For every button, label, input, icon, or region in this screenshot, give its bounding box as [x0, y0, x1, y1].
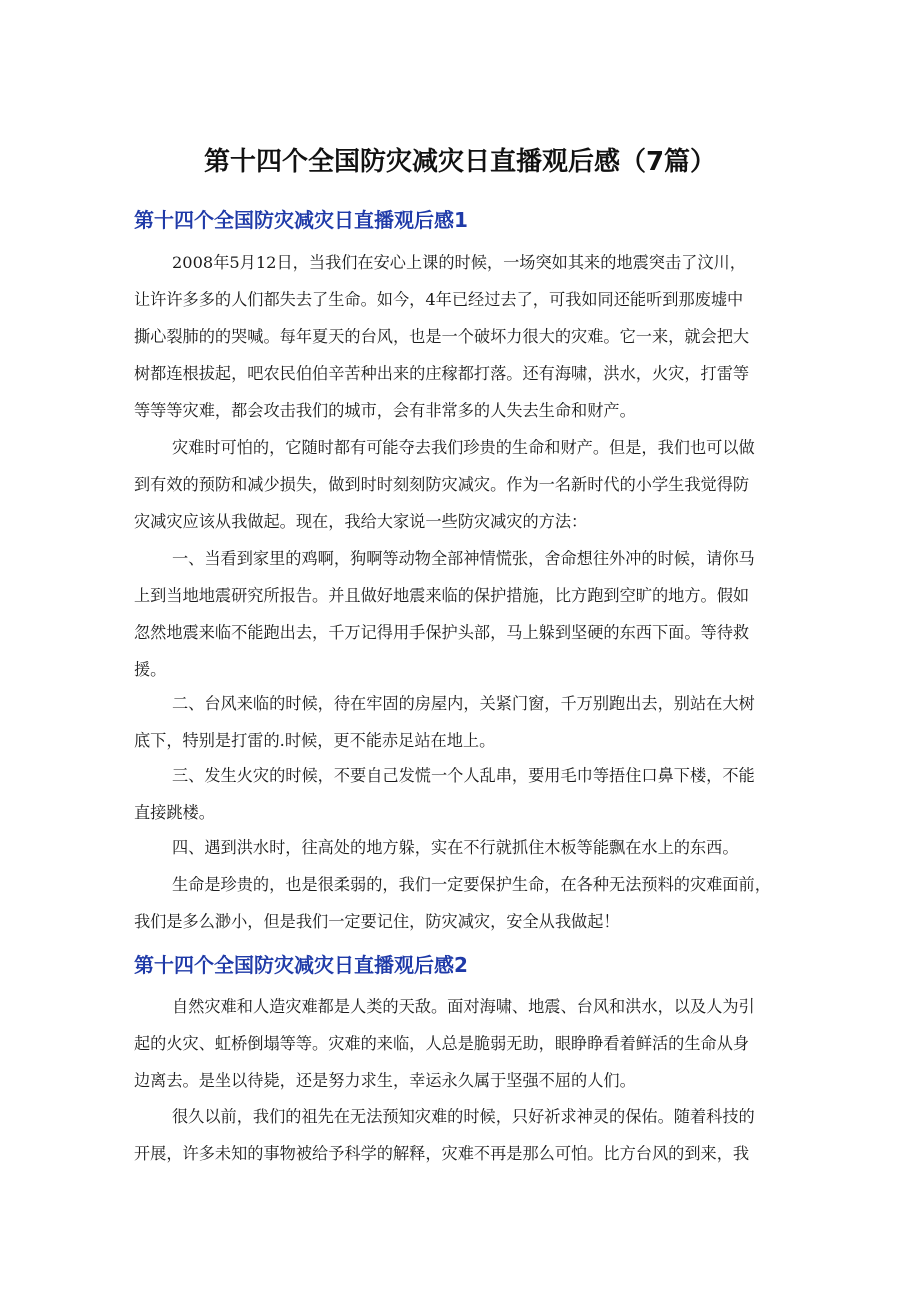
paragraph — [134, 429, 786, 540]
paragraph — [134, 540, 786, 688]
section-heading-number: 2 — [454, 953, 468, 977]
paragraph-line: 三、发生火灾的时候，不要自己发慌一个人乱串，要用毛巾等捂住口鼻下楼，不能 — [172, 766, 755, 785]
paragraph-line: 直接跳楼。 — [134, 803, 215, 822]
document-title: 第十四个全国防灾减灾日直播观后感（7篇） — [203, 147, 717, 177]
paragraph-line: 忽然地震来临不能跑出去，千万记得用手保护头部，马上躲到坚硬的东西下面。等待救 — [134, 623, 750, 642]
section-heading-2 — [134, 950, 468, 980]
paragraph-line: 二、台风来临的时候，待在牢固的房屋内，关紧门窗，千万别跑出去，别站在大树 — [172, 694, 755, 713]
paragraph — [134, 829, 786, 866]
paragraph-line: 树都连根拔起，吧农民伯伯辛苦种出来的庄稼都打落。还有海啸，洪水，火灾，打雷等 — [134, 364, 750, 383]
paragraph-line: 援。 — [134, 660, 167, 679]
paragraph — [134, 1098, 786, 1172]
paragraph-line: 等等等灾难，都会攻击我们的城市，会有非常多的人失去生命和财产。 — [134, 401, 636, 420]
paragraph-line: 自然灾难和人造灾难都是人类的天敌。面对海啸、地震、台风和洪水，以及人为引 — [172, 997, 755, 1016]
paragraph-line: 边离去。是坐以待毙，还是努力求生，幸运永久属于坚强不屈的人们。 — [134, 1071, 636, 1090]
paragraph-line: 开展，许多未知的事物被给予科学的解释，灾难不再是那么可怕。比方台风的到来，我 — [134, 1144, 750, 1163]
paragraph — [134, 988, 786, 1099]
paragraph — [134, 757, 786, 831]
section-heading-text: 第十四个全国防灾减灾日直播观后感 — [134, 208, 454, 232]
paragraph — [134, 244, 786, 429]
paragraph-line: 撕心裂肺的的哭喊。每年夏天的台风，也是一个破坏力很大的灾难。它一来，就会把大 — [134, 327, 750, 346]
paragraph-line: 四、遇到洪水时，往高处的地方躲，实在不行就抓住木板等能飘在水上的东西。 — [172, 838, 739, 857]
section-heading-number: 1 — [454, 208, 468, 232]
paragraph — [134, 866, 786, 940]
paragraph-line: 很久以前，我们的祖先在无法预知灾难的时候，只好祈求神灵的保佑。随着科技的 — [172, 1107, 755, 1126]
paragraph-line: 2008年5月12日，当我们在安心上课的时候，一场突如其来的地震突击了汶川， — [172, 253, 746, 272]
paragraph-line: 灾减灾应该从我做起。现在，我给大家说一些防灾减灾的方法： — [134, 512, 588, 531]
paragraph-line: 到有效的预防和减少损失，做到时时刻刻防灾减灾。作为一名新时代的小学生我觉得防 — [134, 475, 750, 494]
paragraph-line: 生命是珍贵的，也是很柔弱的，我们一定要保护生命，在各种无法预料的灾难面前， — [172, 875, 771, 894]
section-heading-1 — [134, 205, 468, 235]
paragraph-line: 灾难时可怕的，它随时都有可能夺去我们珍贵的生命和财产。但是，我们也可以做 — [172, 438, 755, 457]
section-heading-text: 第十四个全国防灾减灾日直播观后感 — [134, 953, 454, 977]
paragraph-line: 我们是多么渺小，但是我们一定要记住，防灾减灾，安全从我做起！ — [134, 912, 620, 931]
paragraph-line: 底下，特别是打雷的.时候，更不能赤足站在地上。 — [134, 731, 496, 750]
paragraph-line: 一、当看到家里的鸡啊，狗啊等动物全部神情慌张，舍命想往外冲的时候，请你马 — [172, 549, 755, 568]
paragraph-line: 起的火灾、虹桥倒塌等等。灾难的来临，人总是脆弱无助，眼睁睁看着鲜活的生命从身 — [134, 1034, 750, 1053]
paragraph — [134, 685, 786, 759]
paragraph-line: 上到当地地震研究所报告。并且做好地震来临的保护措施，比方跑到空旷的地方。假如 — [134, 586, 750, 605]
paragraph-line: 让许许多多的人们都失去了生命。如今，4年已经过去了，可我如同还能听到那废墟中 — [134, 290, 744, 309]
